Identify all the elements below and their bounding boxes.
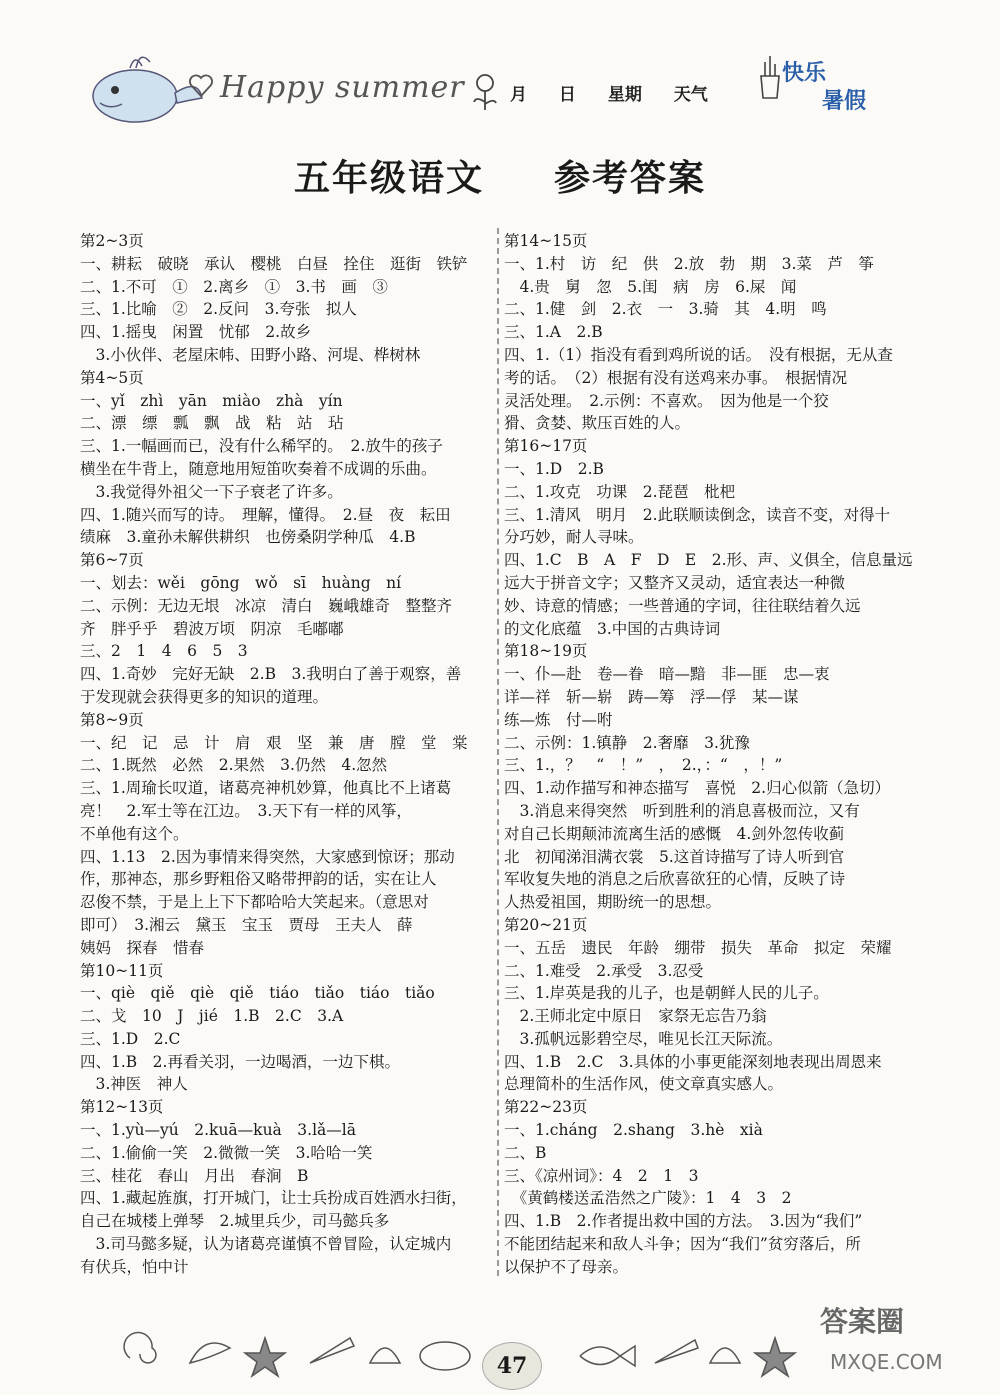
- page-number-badge: [482, 1342, 542, 1390]
- answer-line: 一、1.yù—yú 2.kuā—kuà 3.lǎ—lā: [80, 1121, 356, 1140]
- watermark-url: MXQE.COM: [830, 1350, 943, 1374]
- answer-line: 不单他有这个。: [80, 824, 189, 843]
- answer-line: 分巧妙，耐人寻味。: [504, 528, 644, 547]
- answer-line: 有伏兵，怕中计: [80, 1257, 189, 1276]
- answer-line: 以保护不了母亲。: [504, 1257, 629, 1276]
- cake-icon: [755, 46, 785, 106]
- left-answer-column: [80, 230, 490, 1279]
- answer-line: 考的话。 （2）根据有没有送鸡来办事。 根据情况: [504, 368, 848, 387]
- day-label: 日: [558, 85, 576, 105]
- answer-line: 齐 胖乎乎 碧波万顷 阴凉 毛嘟嘟: [80, 619, 344, 638]
- answer-line: 三、1.，？ “ ！” ， 2.，：“ ，！”: [504, 756, 783, 775]
- answer-line: 二、示例：1.镇静 2.奢靡 3.犹豫: [504, 733, 750, 752]
- answer-line: 四、1.B 2.再看关羽，一边喝酒，一边下棋。: [80, 1052, 400, 1071]
- answer-line: 三、1.岸英是我的儿子，也是朝鲜人民的儿子。: [504, 984, 829, 1003]
- answer-line: 一、1.cháng 2.shang 3.hè xià: [504, 1121, 763, 1140]
- happy-summer-text: Happy summer: [220, 70, 465, 105]
- answer-line: 灵活处理。 2.示例：不喜欢。 因为他是一个狡: [504, 391, 829, 410]
- answer-line: 的文化底蕴 3.中国的古典诗词: [504, 619, 721, 638]
- answer-line: 二、1.难受 2.承受 3.忍受: [504, 961, 704, 980]
- answer-line: 三、1.A 2.B: [504, 323, 603, 342]
- answer-line: 四、1.13 2.因为事情来得突然，大家感到惊讶；那动: [80, 847, 455, 866]
- date-weather-fields: [510, 80, 734, 105]
- answer-line: 一、纪 记 忌 计 肩 艰 坚 兼 唐 膛 堂 棠: [80, 733, 468, 752]
- answer-line: 一、划去：wěi gōng wǒ sī huàng ní: [80, 573, 402, 592]
- answer-line: 三、1.一幅画而已，没有什么稀罕的。 2.放牛的孩子: [80, 437, 443, 456]
- week-label: 星期: [607, 85, 642, 105]
- snail-shell-icon: [124, 1333, 156, 1363]
- cone-shell-icon: [310, 1338, 354, 1363]
- answer-line: 一、1.村 访 纪 供 2.放 勃 期 3.菜 芦 筝: [504, 254, 874, 273]
- answer-line: 横坐在牛背上，随意地用短笛吹奏着不成调的乐曲。: [80, 459, 437, 478]
- answer-line: 一、1.D 2.B: [504, 459, 604, 478]
- answer-line: 三、1.比喻 ② 2.反问 3.夸张 拟人: [80, 300, 357, 319]
- answer-line: 三、2 1 4 6 5 3: [80, 642, 248, 661]
- starfish-icon: [245, 1338, 285, 1376]
- sea-decoration: [110, 1318, 810, 1378]
- answer-line: 即可） 3.湘云 黛玉 宝玉 贾母 王夫人 薛: [80, 915, 413, 934]
- page-number: 47: [496, 1353, 528, 1379]
- answer-line: 远大于拼音文字；又整齐又灵动，适宜表达一种微: [504, 573, 846, 592]
- answer-line: 三、1.周瑜长叹道，诸葛亮神机妙算，他真比不上诸葛: [80, 779, 452, 798]
- answer-line: 四、1.藏起旌旗，打开城门，让士兵扮成百姓洒水扫街，: [80, 1189, 467, 1208]
- section-heading: 第12~13页: [80, 1098, 164, 1117]
- answer-line: 练—炼 付—咐: [504, 710, 613, 729]
- answer-line: 一、yǐ zhì yān miào zhà yín: [80, 391, 343, 410]
- answer-line: 一、仆—赴 卷—眷 暗—黯 非—匪 忠—衷: [504, 665, 830, 684]
- answer-line: 3.神医 神人: [80, 1075, 188, 1094]
- answer-line: 四、1.C B A F D E 2.形、声、义俱全，信息量远: [504, 551, 913, 570]
- title-label: 参考答案: [554, 157, 707, 199]
- answer-line: 4.贵 舅 忽 5.闺 病 房 6.屎 闻: [504, 277, 797, 296]
- answer-line: 二、1.不可 ① 2.离乡 ① 3.书 画 ③: [80, 277, 388, 296]
- answer-line: 一、耕耘 破晓 承认 樱桃 白昼 拴住 逛街 铁铲: [80, 254, 468, 273]
- answer-line: 四、1.动作描写和神态描写 喜悦 2.归心似箭（急切）: [504, 779, 891, 798]
- section-heading: 第14~15页: [504, 232, 588, 250]
- answer-line: 二、1.偷偷一笑 2.微微一笑 3.哈哈一笑: [80, 1143, 373, 1162]
- month-label: 月: [510, 85, 527, 105]
- flower-icon: [470, 72, 500, 112]
- answer-line: 三、1.清风 明月 2.此联顺读倒念，读音不变，对得十: [504, 505, 891, 524]
- cone-shell-icon-2: [655, 1340, 698, 1363]
- answer-line: 一、五岳 遗民 年龄 绷带 损失 革命 拟定 荣耀: [504, 938, 892, 957]
- weather-label: 天气: [673, 85, 708, 105]
- answer-line: 总理简朴的生活作风，使文章真实感人。: [504, 1075, 784, 1094]
- answer-line: 亮！ 2.军士等在江边。 3.天下有一样的风筝，: [80, 801, 412, 820]
- answer-line: 详—祥 斩—崭 踌—筹 浮—俘 某—谋: [504, 687, 799, 706]
- answer-line: 二、戈 10 J jié 1.B 2.C 3.A: [80, 1007, 344, 1026]
- page-header: [70, 38, 930, 128]
- answer-line: 绩麻 3.童孙未解供耕织 也傍桑阴学种瓜 4.B: [80, 528, 416, 547]
- answer-line: 3.孤帆远影碧空尽，唯见长江天际流。: [504, 1029, 783, 1048]
- answer-line: 二、1.健 剑 2.衣 一 3.骑 其 4.明 鸣: [504, 300, 827, 319]
- answer-line: 3.小伙伴、老屋床帏、田野小路、河堤、桦树林: [80, 345, 421, 364]
- section-heading: 第6~7页: [80, 551, 144, 570]
- answer-line: 作，那神态，那乡野粗俗又略带押韵的话，实在让人: [80, 870, 437, 889]
- answer-line: 二、1.既然 必然 2.果然 3.仍然 4.忽然: [80, 756, 388, 775]
- answer-line: 二、B: [504, 1143, 547, 1162]
- answer-line: 姨妈 探春 惜春: [80, 938, 205, 957]
- title-subject: 五年级语文: [293, 157, 484, 199]
- section-heading: 第22~23页: [504, 1098, 588, 1117]
- answer-line: 《黄鹤楼送孟浩然之广陵》：1 4 3 2: [504, 1189, 792, 1208]
- answer-line: 妙、诗意的情感；一些普通的字词，往往联结着久远: [504, 596, 861, 615]
- answer-line: 3.消息来得突然 听到胜利的消息喜极而泣，又有: [504, 801, 860, 820]
- answer-line: 二、示例：无边无垠 冰凉 清白 巍峨雄奇 整整齐: [80, 596, 453, 615]
- section-heading: 第18~19页: [504, 642, 588, 661]
- answer-line: 北 初闻涕泪满衣裳 5.这首诗描写了诗人听到官: [504, 847, 845, 866]
- answer-line: 二、漂 缥 瓢 飘 战 粘 站 玷: [80, 414, 344, 433]
- page-title: [0, 150, 1000, 201]
- answer-line: 一、qiè qiě qiè qiě tiáo tiǎo tiáo tiǎo: [80, 984, 435, 1003]
- answer-line: 四、1.随兴而写的诗。 理解，懂得。 2.昼 夜 耘田: [80, 505, 451, 524]
- answer-line: 3.我觉得外祖父一下子衰老了许多。: [80, 482, 343, 501]
- section-heading: 第10~11页: [80, 961, 164, 980]
- watermark-logo: 答案圈: [820, 1305, 905, 1338]
- answer-line: 不能团结起来和敌人斗争；因为“我们”贫穷落后，所: [504, 1235, 861, 1254]
- answer-line: 四、1.奇妙 完好无缺 2.B 3.我明白了善于观察，善: [80, 665, 462, 684]
- section-heading: 第20~21页: [504, 915, 588, 934]
- scallop-icon-2: [710, 1348, 740, 1363]
- fish-icon: [420, 1342, 470, 1370]
- section-heading: 第4~5页: [80, 368, 144, 387]
- starfish-icon-2: [755, 1338, 795, 1376]
- tropical-fish-icon: [580, 1346, 635, 1366]
- heart-icon: [188, 74, 214, 98]
- answer-line: 三、桂花 春山 月出 春涧 B: [80, 1166, 309, 1185]
- scallop-icon: [370, 1348, 400, 1363]
- right-answer-column: [504, 230, 924, 1279]
- shell-icon: [190, 1343, 230, 1363]
- answer-line: 3.司马懿多疑，认为诸葛亮谨慎不曾冒险，认定城内: [80, 1235, 452, 1254]
- answer-line: 军收复失地的消息之后欣喜欲狂的心情，反映了诗: [504, 870, 846, 889]
- answer-line: 四、1.B 2.作者提出救中国的方法。 3.因为“我们”: [504, 1212, 863, 1231]
- answer-line: 对自己长期颠沛流离生活的感慨 4.剑外忽传收蓟: [504, 824, 845, 843]
- answer-line: 四、1.（1）指没有看到鸡所说的话。 没有根据，无从查: [504, 345, 893, 364]
- column-divider: [497, 228, 499, 1276]
- answer-line: 猾、贪婪、欺压百姓的人。: [504, 414, 691, 433]
- answer-line: 忍俊不禁，于是上上下下都哈哈大笑起来。（意思对: [80, 893, 429, 912]
- section-heading: 第8~9页: [80, 710, 144, 729]
- section-heading: 第16~17页: [504, 437, 588, 456]
- answer-line: 三、《凉州词》：4 2 1 3: [504, 1166, 699, 1185]
- answer-line: 人热爱祖国，期盼统一的思想。: [504, 893, 722, 912]
- answer-line: 四、1.B 2.C 3.具体的小事更能深刻地表现出周恩来: [504, 1052, 882, 1071]
- brand-line-2: 暑假: [822, 89, 867, 114]
- brand-line-1: 快乐: [782, 61, 827, 86]
- answer-line: 二、1.攻克 功课 2.琵琶 枇杷: [504, 482, 736, 501]
- answer-line: 四、1.摇曳 闲置 忧郁 2.故乡: [80, 323, 312, 342]
- answer-line: 于发现就会获得更多的知识的道理。: [80, 687, 329, 706]
- answer-line: 2.王师北定中原日 家祭无忘告乃翁: [504, 1007, 767, 1026]
- section-heading: 第2~3页: [80, 232, 144, 250]
- answer-line: 自己在城楼上弹琴 2.城里兵少，司马懿兵多: [80, 1212, 390, 1231]
- answer-line: 三、1.D 2.C: [80, 1029, 181, 1048]
